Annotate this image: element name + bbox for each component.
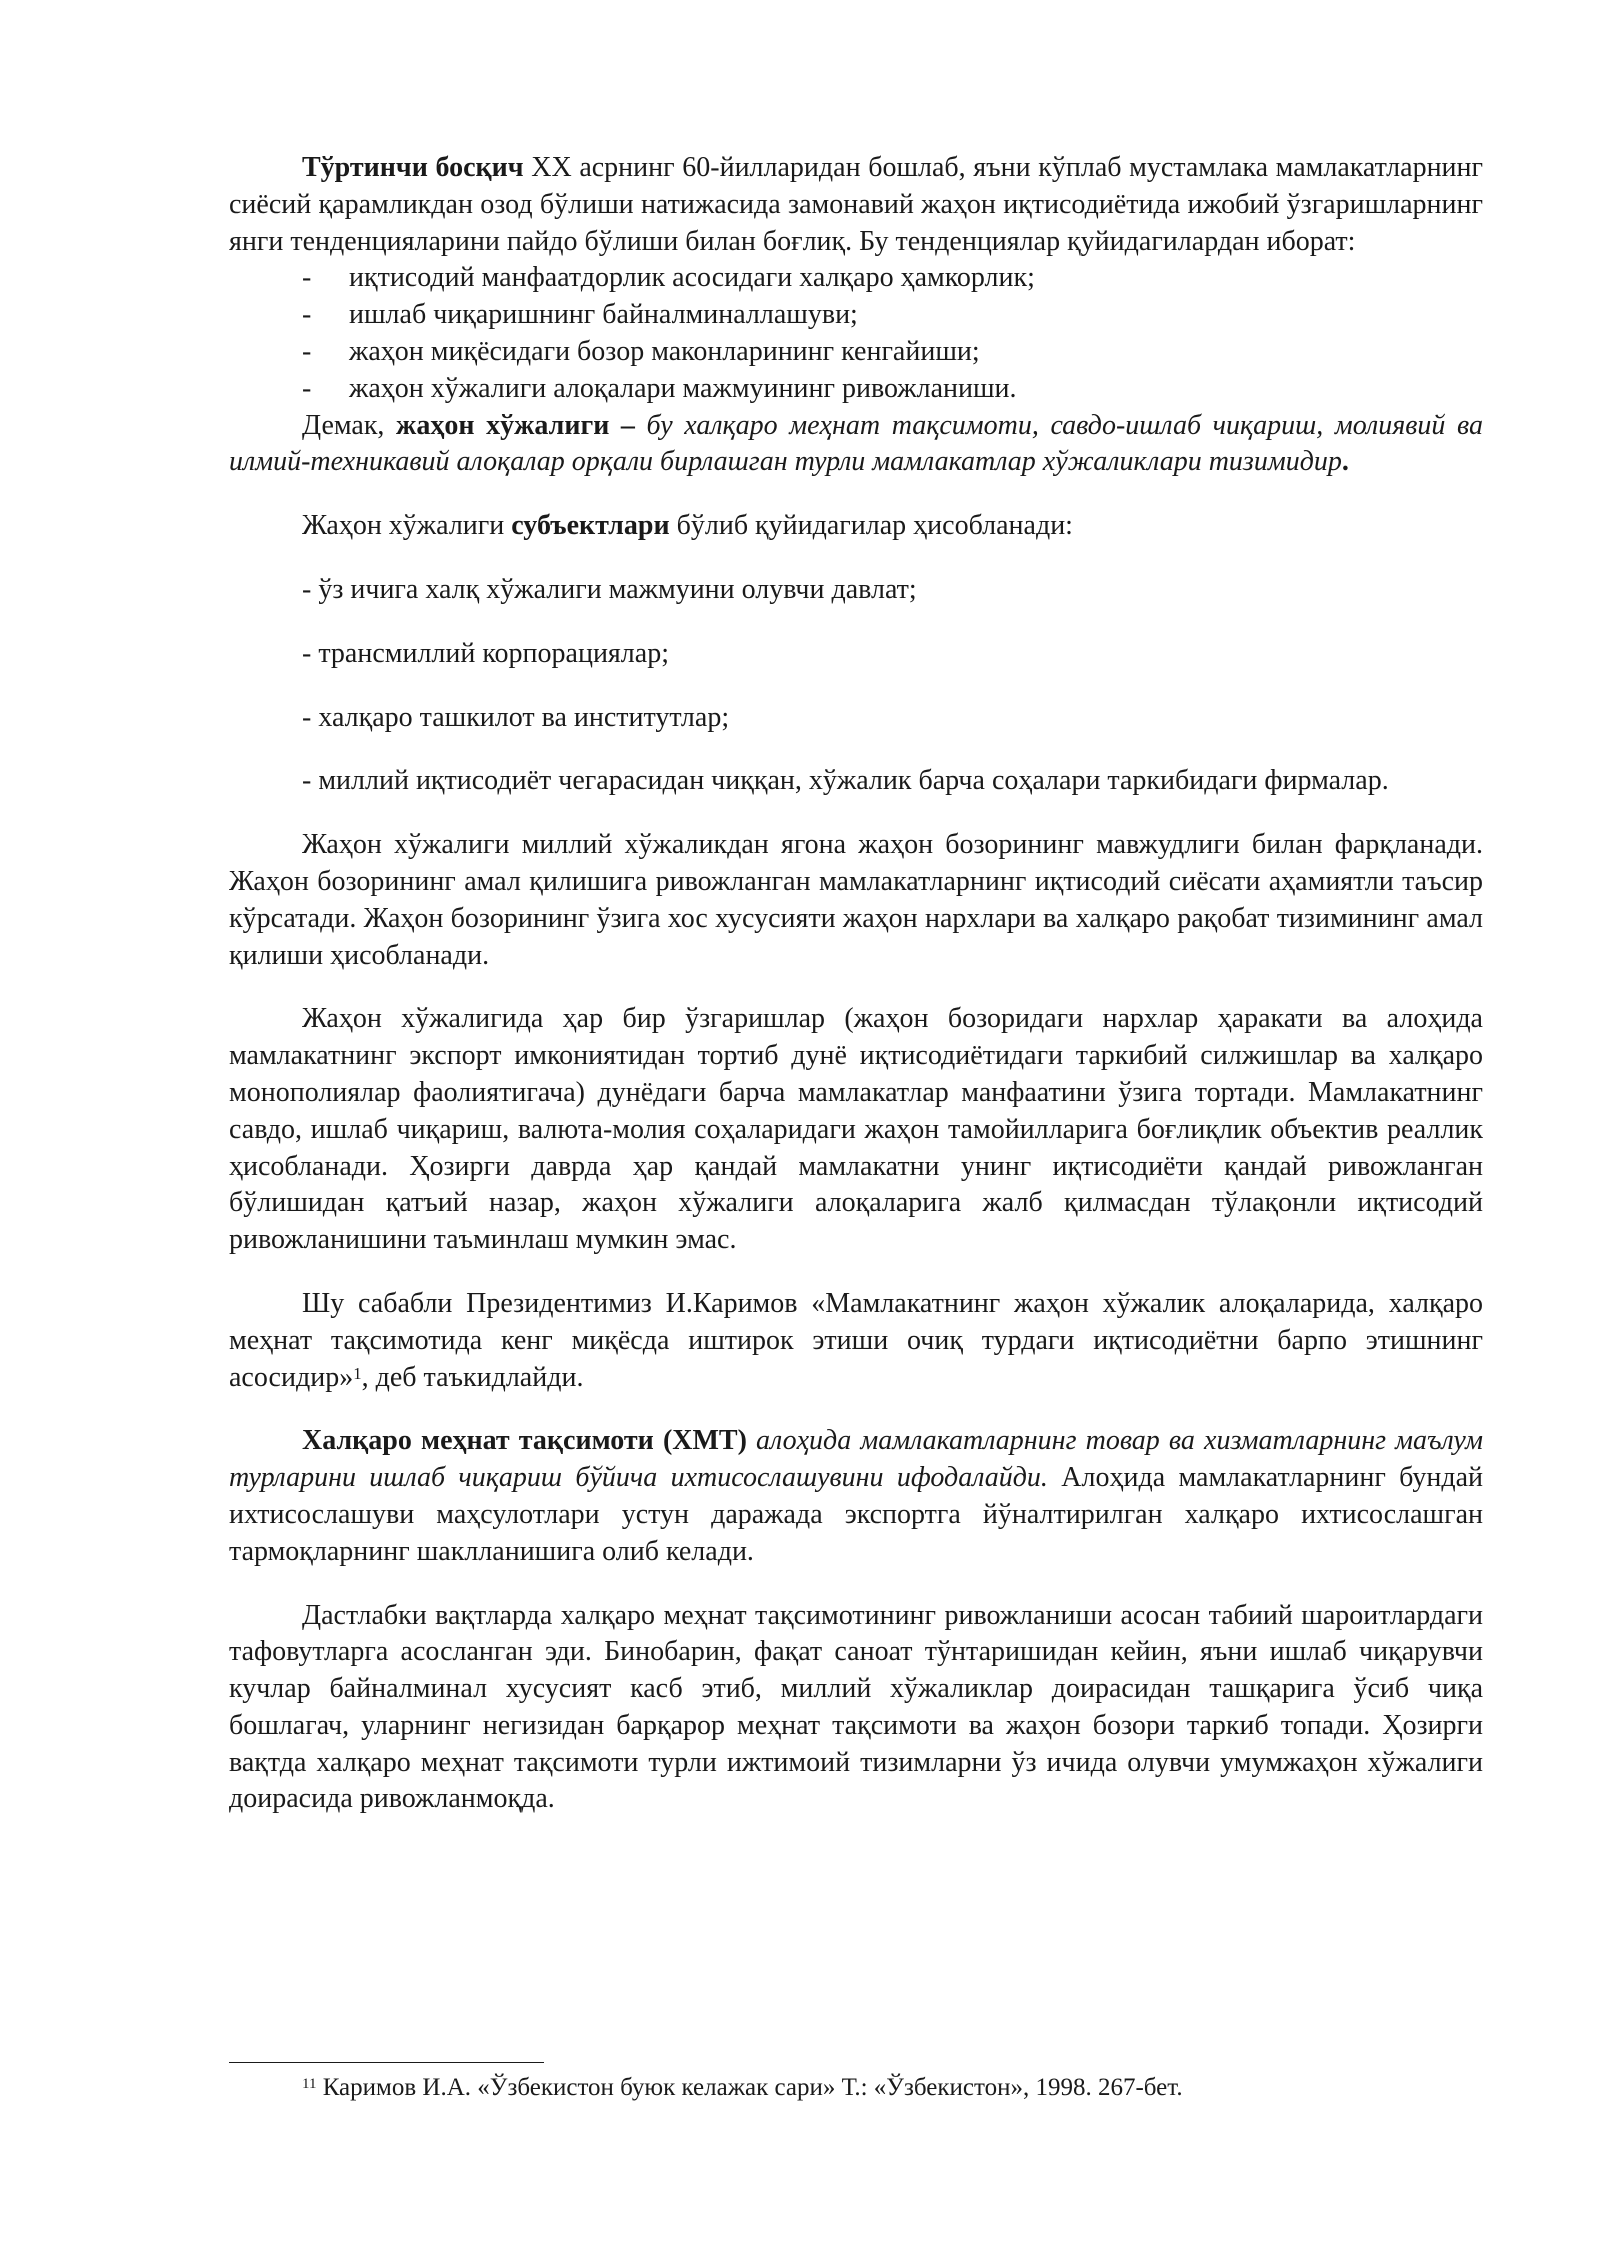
subject-item: - халқаро ташкилот ва институтлар; bbox=[302, 701, 730, 733]
list-item-text: жаҳон миқёсидаги бозор маконларининг кенгайиши; bbox=[349, 335, 980, 367]
subject-item: - трансмиллий корпорациялар; bbox=[302, 637, 669, 669]
paragraph-text: Алоҳида мамлакатларнинг бундай ихтисослашуви маҳсулотлари устун даражада экспортга йўналтирилган халқаро ихтисослашган тармоқларнинг шаклланишига олиб келади. bbox=[229, 1462, 1483, 1567]
bold-term: Халқаро меҳнат тақсимоти (ХМТ) bbox=[302, 1425, 747, 1457]
trend-list bbox=[229, 260, 1483, 407]
list-item bbox=[229, 260, 1483, 297]
bold-term: субъектлари bbox=[511, 510, 670, 542]
list-dash: - bbox=[302, 299, 312, 331]
footnote bbox=[302, 2072, 1183, 2104]
italic-definition: алоҳида мамлакатларнинг товар ва хизматларнинг маълум турларини ишлаб чиқариш бўйича ихтисослашувини ифодалайди. bbox=[229, 1425, 1483, 1494]
footnote-text: Каримов И.А. «Ўзбекистон буюк келажак сари» Т.: «Ўзбекистон», 1998. 267-бет. bbox=[316, 2074, 1183, 2101]
paragraph-definition bbox=[229, 408, 1483, 482]
footnote-separator bbox=[229, 2062, 544, 2063]
footnote-reference: 1 bbox=[353, 1363, 362, 1383]
list-item bbox=[229, 334, 1483, 371]
paragraph-changes: Жаҳон хўжалигида ҳар бир ўзгаришлар (жаҳон бозоридаги нархлар ҳаракати ва алоҳида мамлакатнинг экспорт имкониятидан тортиб дунё иқтисодиётидаги таркибий силжишлар ва халқаро монополиялар фаолиятигача) дунёдаги барча мамлакатлар манфаатини ўзига тортади. Мамлакатнинг савдо, ишлаб чиқариш, валюта-молия соҳаларидаги жаҳон тамойилларига боғлиқлик объектив реаллик ҳисобланади. Ҳозирги даврда ҳар қандай мамлакатни унинг иқтисодиёти қандай ривожланган бўлишидан қатъий назар, жаҳон хўжалиги алоқаларига жалб қилмасдан тўлақонли иқтисодий ривожланишини таъминлаш мумкин эмас. bbox=[229, 1003, 1483, 1256]
paragraph-text: бўлиб қуйидагилар ҳисобланади: bbox=[669, 510, 1073, 542]
paragraph-lead: Демак, bbox=[302, 409, 397, 441]
list-dash: - bbox=[302, 262, 312, 294]
list-dash: - bbox=[302, 335, 312, 367]
list-item bbox=[229, 297, 1483, 334]
paragraph-history: Дастлабки вақтларда халқаро меҳнат тақсимотининг ривожланиши асосан табиий шароитлардаги тафовутларга асосланган эди. Бинобарин, фақат саноат тўнтаришидан кейин, яъни ишлаб чиқарувчи кучлар байналминал хусусият касб этиб, миллий хўжаликлар доирасидан ташқарига ўсиб чиқа бошлагач, уларнинг негизидан барқарор меҳнат тақсимоти ва жаҳон бозори таркиб топади. Ҳозирги вақтда халқаро меҳнат тақсимоти турли ижтимоий тизимларни ўз ичида олувчи умумжаҳон хўжалиги доирасида ривожланмоқда. bbox=[229, 1599, 1483, 1815]
paragraph-text: Шу сабабли Президентимиз И.Каримов «Мамлакатнинг жаҳон хўжалик алоқаларида, халқаро меҳнат тақсимотида кенг миқёсда иштирок этиши очиқ турдаги иқтисодиётни барпо этишнинг асосидир» bbox=[229, 1287, 1483, 1393]
list-item-text: иқтисодий манфаатдорлик асосидаги халқаро ҳамкорлик; bbox=[349, 262, 1035, 294]
paragraph-quote bbox=[229, 1286, 1483, 1396]
subject-item: - миллий иқтисодиёт чегарасидан чиққан, хўжалик барча соҳалари таркибидаги фирмалар. bbox=[302, 765, 1389, 797]
list-item-text: жаҳон хўжалиги алоқалари мажмуининг ривожланиши. bbox=[349, 372, 1017, 404]
paragraph-division-of-labor bbox=[229, 1423, 1483, 1570]
bold-term: Тўртинчи босқич bbox=[302, 152, 524, 183]
italic-definition: бу халқаро меҳнат тақсимоти, савдо-ишлаб чиқариш, молиявий ва илмий-техникавий алоқалар орқали бирлашган турли мамлакатлар хўжаликлари тизимидир bbox=[229, 409, 1483, 478]
subject-item: - ўз ичига халқ хўжалиги мажмуини олувчи давлат; bbox=[302, 573, 917, 605]
paragraph-world-market: Жаҳон хўжалиги миллий хўжаликдан ягона жаҳон бозорининг мавжудлиги билан фарқланади. Жаҳон бозорининг амал қилишига ривожланган мамлакатларнинг иқтисодий сиёсати аҳамиятли таъсир кўрсатади. Жаҳон бозорининг ўзига хос хусусияти жаҳон нархлари ва халқаро рақобат тизимининг амал қилиши ҳисобланади. bbox=[229, 829, 1483, 971]
footnote-mark: 11 bbox=[302, 2076, 317, 2092]
paragraph-subjects bbox=[229, 508, 1483, 545]
document-page bbox=[229, 150, 1483, 1818]
bold-term: жаҳон хўжалиги – bbox=[396, 409, 635, 441]
paragraph-end: . bbox=[1341, 446, 1349, 478]
list-item bbox=[229, 371, 1483, 408]
paragraph-text: XX асрнинг 60-йилларидан бошлаб, яъни кўплаб мустамлака мамлакатларнинг сиёсий қарамликдан озод бўлиши натижасида замонавий жаҳон иқтисодиётида ижобий ўзгаришларнинг янги тенденцияларини пайдо бўлиши билан боғлиқ. Бу тенденциялар қуйидагилардан иборат: bbox=[229, 152, 1484, 257]
paragraph-fourth-stage bbox=[229, 150, 1483, 260]
list-dash: - bbox=[302, 372, 312, 404]
paragraph-end: , деб таъкидлайди. bbox=[361, 1361, 584, 1393]
paragraph-lead: Жаҳон хўжалиги bbox=[302, 510, 512, 542]
list-item-text: ишлаб чиқаришнинг байналминаллашуви; bbox=[349, 299, 858, 331]
